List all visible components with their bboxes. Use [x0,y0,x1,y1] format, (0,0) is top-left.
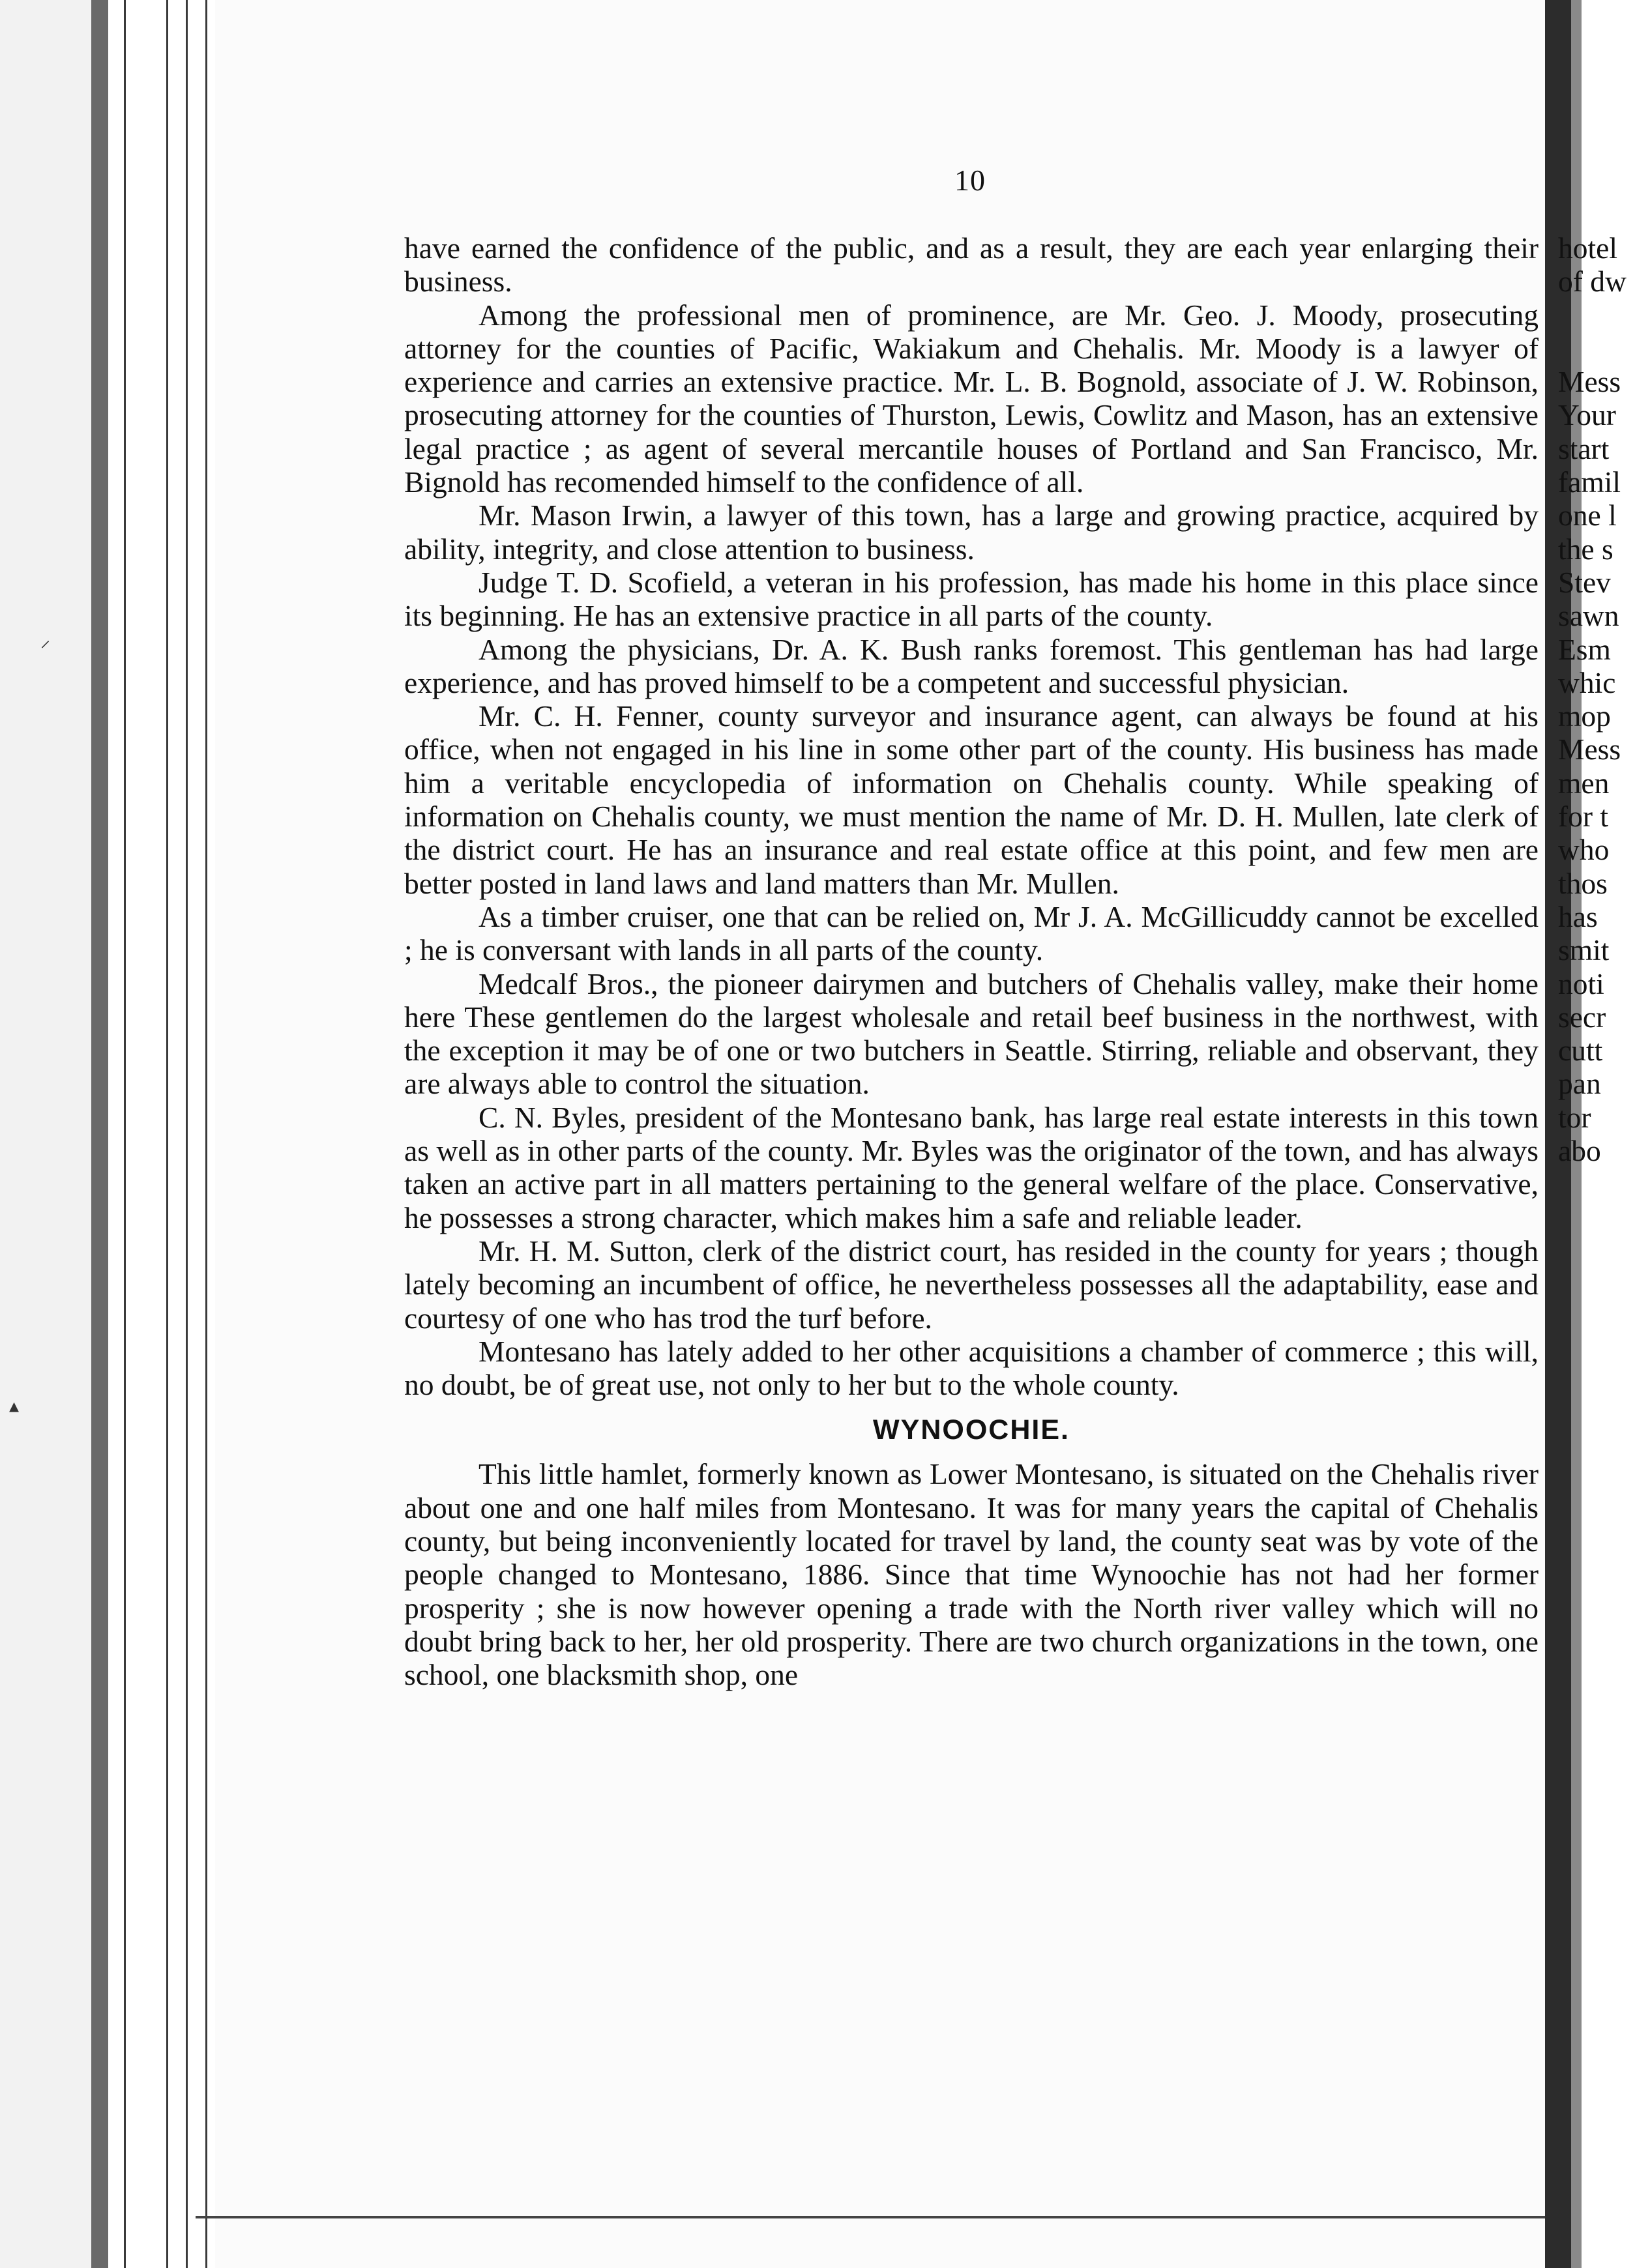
page-stack-edge [166,0,168,2268]
facing-page-fragment: Mess [1558,365,1621,399]
paragraph: As a timber cruiser, one that can be relied on, Mr J. A. McGillicuddy cannot be excelled ; he is conversant with lands in all parts of the county. [404,899,1539,967]
facing-page-fragment: has [1558,899,1598,933]
paragraph: This little hamlet, formerly known as Lower Montesano, is situated on the Chehalis river about one and one half miles from Montesano. It was for many years the capital of Chehalis county, but being inconveniently located for travel by land, the county seat was by vote of the people changed to Montesano, 1886. Since that time Wynoochie has not had her former prosperity ; she is now however opening a trade with the North river valley which will no doubt bring back to her, her old prosperity. There are two church organizations in the town, one school, one blacksmith shop, one [404,1457,1539,1692]
paragraph: Mr. C. H. Fenner, county surveyor and insurance agent, can always be found at his office, when not engaged in his line in some other part of the county. His business has made him a veritable encyclopedia of information on Chehalis county. While speaking of information on Chehalis county, we must mention the name of Mr. D. H. Mullen, late clerk of the district court. He has an insurance and real estate office at this point, and few men are better posted in land laws and land matters than Mr. Mullen. [404,699,1539,900]
facing-page-fragment: start [1558,431,1610,465]
facing-page-fragment: Your [1558,398,1616,432]
paragraph: Medcalf Bros., the pioneer dairymen and butchers of Chehalis valley, make their home here These gentlemen do the largest wholesale and retail beef business in the northwest, with the exception it may be of one or two butchers in Seattle. Stirring, reliable and observant, they are always able to control the situation. [404,967,1539,1101]
facing-page-fragment: Mess [1558,733,1621,766]
paragraph: Mr. Mason Irwin, a lawyer of this town, has a large and growing practice, acquired by ability, integrity, and close attention to business. [404,499,1539,566]
article-body [404,231,1539,1691]
facing-page-fragment: who [1558,833,1610,867]
facing-page-fragment: hotel [1558,231,1617,265]
facing-page-column [1558,231,1635,1167]
facing-page-fragment [1558,332,1635,365]
section-heading: WYNOOCHIE. [873,1414,1070,1446]
page-number: 10 [954,164,986,197]
facing-page-fragment: Esm [1558,632,1611,666]
facing-page-fragment: smit [1558,933,1610,967]
paragraph: Among the physicians, Dr. A. K. Bush ranks foremost. This gentleman has had large experience, and has proved himself to be a competent and successful physician. [404,632,1539,699]
page-bottom-edge [196,2216,1545,2218]
facing-page-fragment: thos [1558,866,1608,900]
facing-page-fragment: abo [1558,1134,1601,1168]
facing-page-fragment: cutt [1558,1034,1603,1068]
facing-page-fragment: mop [1558,699,1611,733]
facing-page-fragment: of dw [1558,265,1627,298]
facing-page-fragment: Stev [1558,565,1611,599]
paragraph: Mr. H. M. Sutton, clerk of the district court, has resided in the county for years ; though lately becoming an incumbent of office, he nevertheless possesses all the adaptability, ease and courtesy of one who has trod the turf before. [404,1234,1539,1335]
facing-page-fragment: sawn [1558,599,1619,633]
facing-page-fragment: noti [1558,967,1604,1000]
facing-page-fragment: men [1558,766,1610,800]
page-stack-edge [124,0,126,2268]
facing-page-fragment: the s [1558,532,1613,566]
book-left-margin [0,0,104,2268]
page-stack-edge [205,0,207,2268]
paragraph: have earned the confidence of the public, and as a result, they are each year enlarging their business. [404,231,1539,298]
facing-page-fragment: for t [1558,800,1609,834]
facing-page-fragment: whic [1558,665,1616,699]
page-stack-edge [186,0,188,2268]
paragraph: C. N. Byles, president of the Montesano bank, has large real estate interests in this town as well as in other parts of the county. Mr. Byles was the originator of the town, and has always taken an active part in all matters pertaining to the general welfare of the place. Conservative, he possesses a strong character, which makes him a safe and reliable leader. [404,1100,1539,1234]
scan-speck: ▴ [9,1395,20,1417]
facing-page-fragment [1558,298,1635,332]
paragraph: Montesano has lately added to her other acquisitions a chamber of commerce ; this will, no doubt, be of great use, not only to her but to the whole county. [404,1334,1539,1402]
facing-page-fragment: secr [1558,1000,1606,1034]
paragraph: Among the professional men of prominence, are Mr. Geo. J. Moody, prosecuting attorney for the counties of Pacific, Wakiakum and Chehalis. Mr. Moody is a lawyer of experience and carries an extensive practice. Mr. L. B. Bognold, associate of J. W. Robinson, prosecuting attorney for the counties of Thurston, Lewis, Cowlitz and Mason, has an extensive legal practice ; as agent of several mercantile houses of Portland and San Francisco, Mr. Bignold has recomended himself to the confidence of all. [404,298,1539,499]
facing-page-fragment: tor [1558,1100,1591,1134]
scan-speck: ⸝ [40,630,50,651]
page-edge-shadow [91,0,108,2268]
facing-page-fragment: famil [1558,465,1621,499]
paragraph: Judge T. D. Scofield, a veteran in his profession, has made his home in this place since its beginning. He has an extensive practice in all parts of the county. [404,565,1539,633]
facing-page-fragment: pan [1558,1067,1601,1101]
facing-page-fragment: one l [1558,499,1617,532]
